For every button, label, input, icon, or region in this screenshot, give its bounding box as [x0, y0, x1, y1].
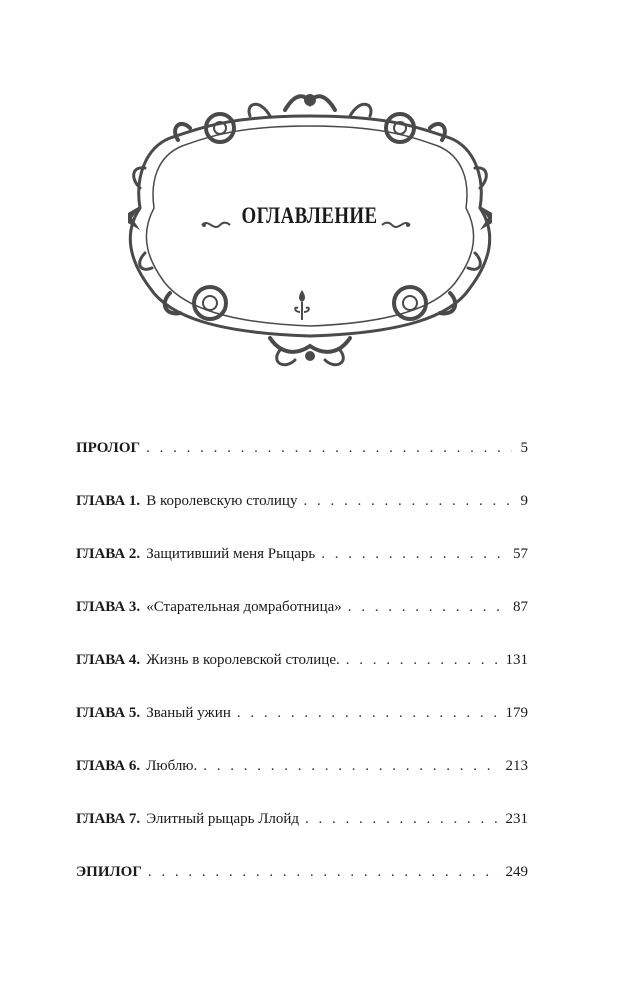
entry-label: ГЛАВА 1. [76, 493, 141, 509]
dot-leader [303, 493, 512, 510]
chapter-title: Званый ужин [146, 705, 231, 721]
toc-entry-chapter-2[interactable] [76, 546, 528, 599]
dot-leader [348, 599, 507, 616]
ornamental-frame [110, 88, 510, 378]
entry-label: ГЛАВА 7. [76, 811, 141, 827]
table-of-contents [76, 440, 528, 917]
chapter-title: Жизнь в королевской столице. [146, 652, 340, 668]
entry-label: ЭПИЛОГ [76, 864, 142, 880]
chapter-title: В королевскую столицу [146, 493, 298, 509]
fleur-de-lis-icon [292, 288, 312, 324]
toc-entry-prologue[interactable] [76, 440, 528, 493]
toc-entry-epilogue[interactable] [76, 864, 528, 917]
chapter-title: Элитный рыцарь Ллойд [146, 811, 300, 827]
page-number: 5 [520, 440, 528, 456]
page-number: 249 [505, 864, 528, 880]
chapter-title: Люблю. [146, 758, 198, 774]
chapter-title: Защитивший меня Рыцарь [146, 546, 316, 562]
entry-label: ГЛАВА 3. [76, 599, 141, 615]
page-number: 231 [505, 811, 528, 827]
page-number: 57 [513, 546, 528, 562]
dot-leader [148, 864, 500, 881]
toc-entry-chapter-1[interactable] [76, 493, 528, 546]
dot-leader [305, 811, 499, 828]
dot-leader [203, 758, 499, 775]
toc-entry-chapter-7[interactable] [76, 811, 528, 864]
dot-leader [346, 652, 500, 669]
chapter-title: «Старательная домработница» [146, 599, 342, 615]
page-number: 87 [513, 599, 528, 615]
entry-label: ПРОЛОГ [76, 440, 141, 456]
toc-entry-chapter-5[interactable] [76, 705, 528, 758]
entry-label: ГЛАВА 5. [76, 705, 141, 721]
page-number: 179 [505, 705, 528, 721]
entry-label: ГЛАВА 2. [76, 546, 141, 562]
dot-leader [146, 440, 512, 457]
toc-entry-chapter-3[interactable] [76, 599, 528, 652]
dot-leader [321, 546, 507, 563]
dot-leader [237, 705, 500, 722]
toc-entry-chapter-4[interactable] [76, 652, 528, 705]
page-number: 213 [505, 758, 528, 774]
toc-title: ОГЛАВЛЕНИЕ [241, 203, 378, 228]
entry-label: ГЛАВА 4. [76, 652, 141, 668]
entry-label: ГЛАВА 6. [76, 758, 141, 774]
toc-entry-chapter-6[interactable] [76, 758, 528, 811]
page-number: 9 [520, 493, 528, 509]
page-number: 131 [505, 652, 528, 668]
